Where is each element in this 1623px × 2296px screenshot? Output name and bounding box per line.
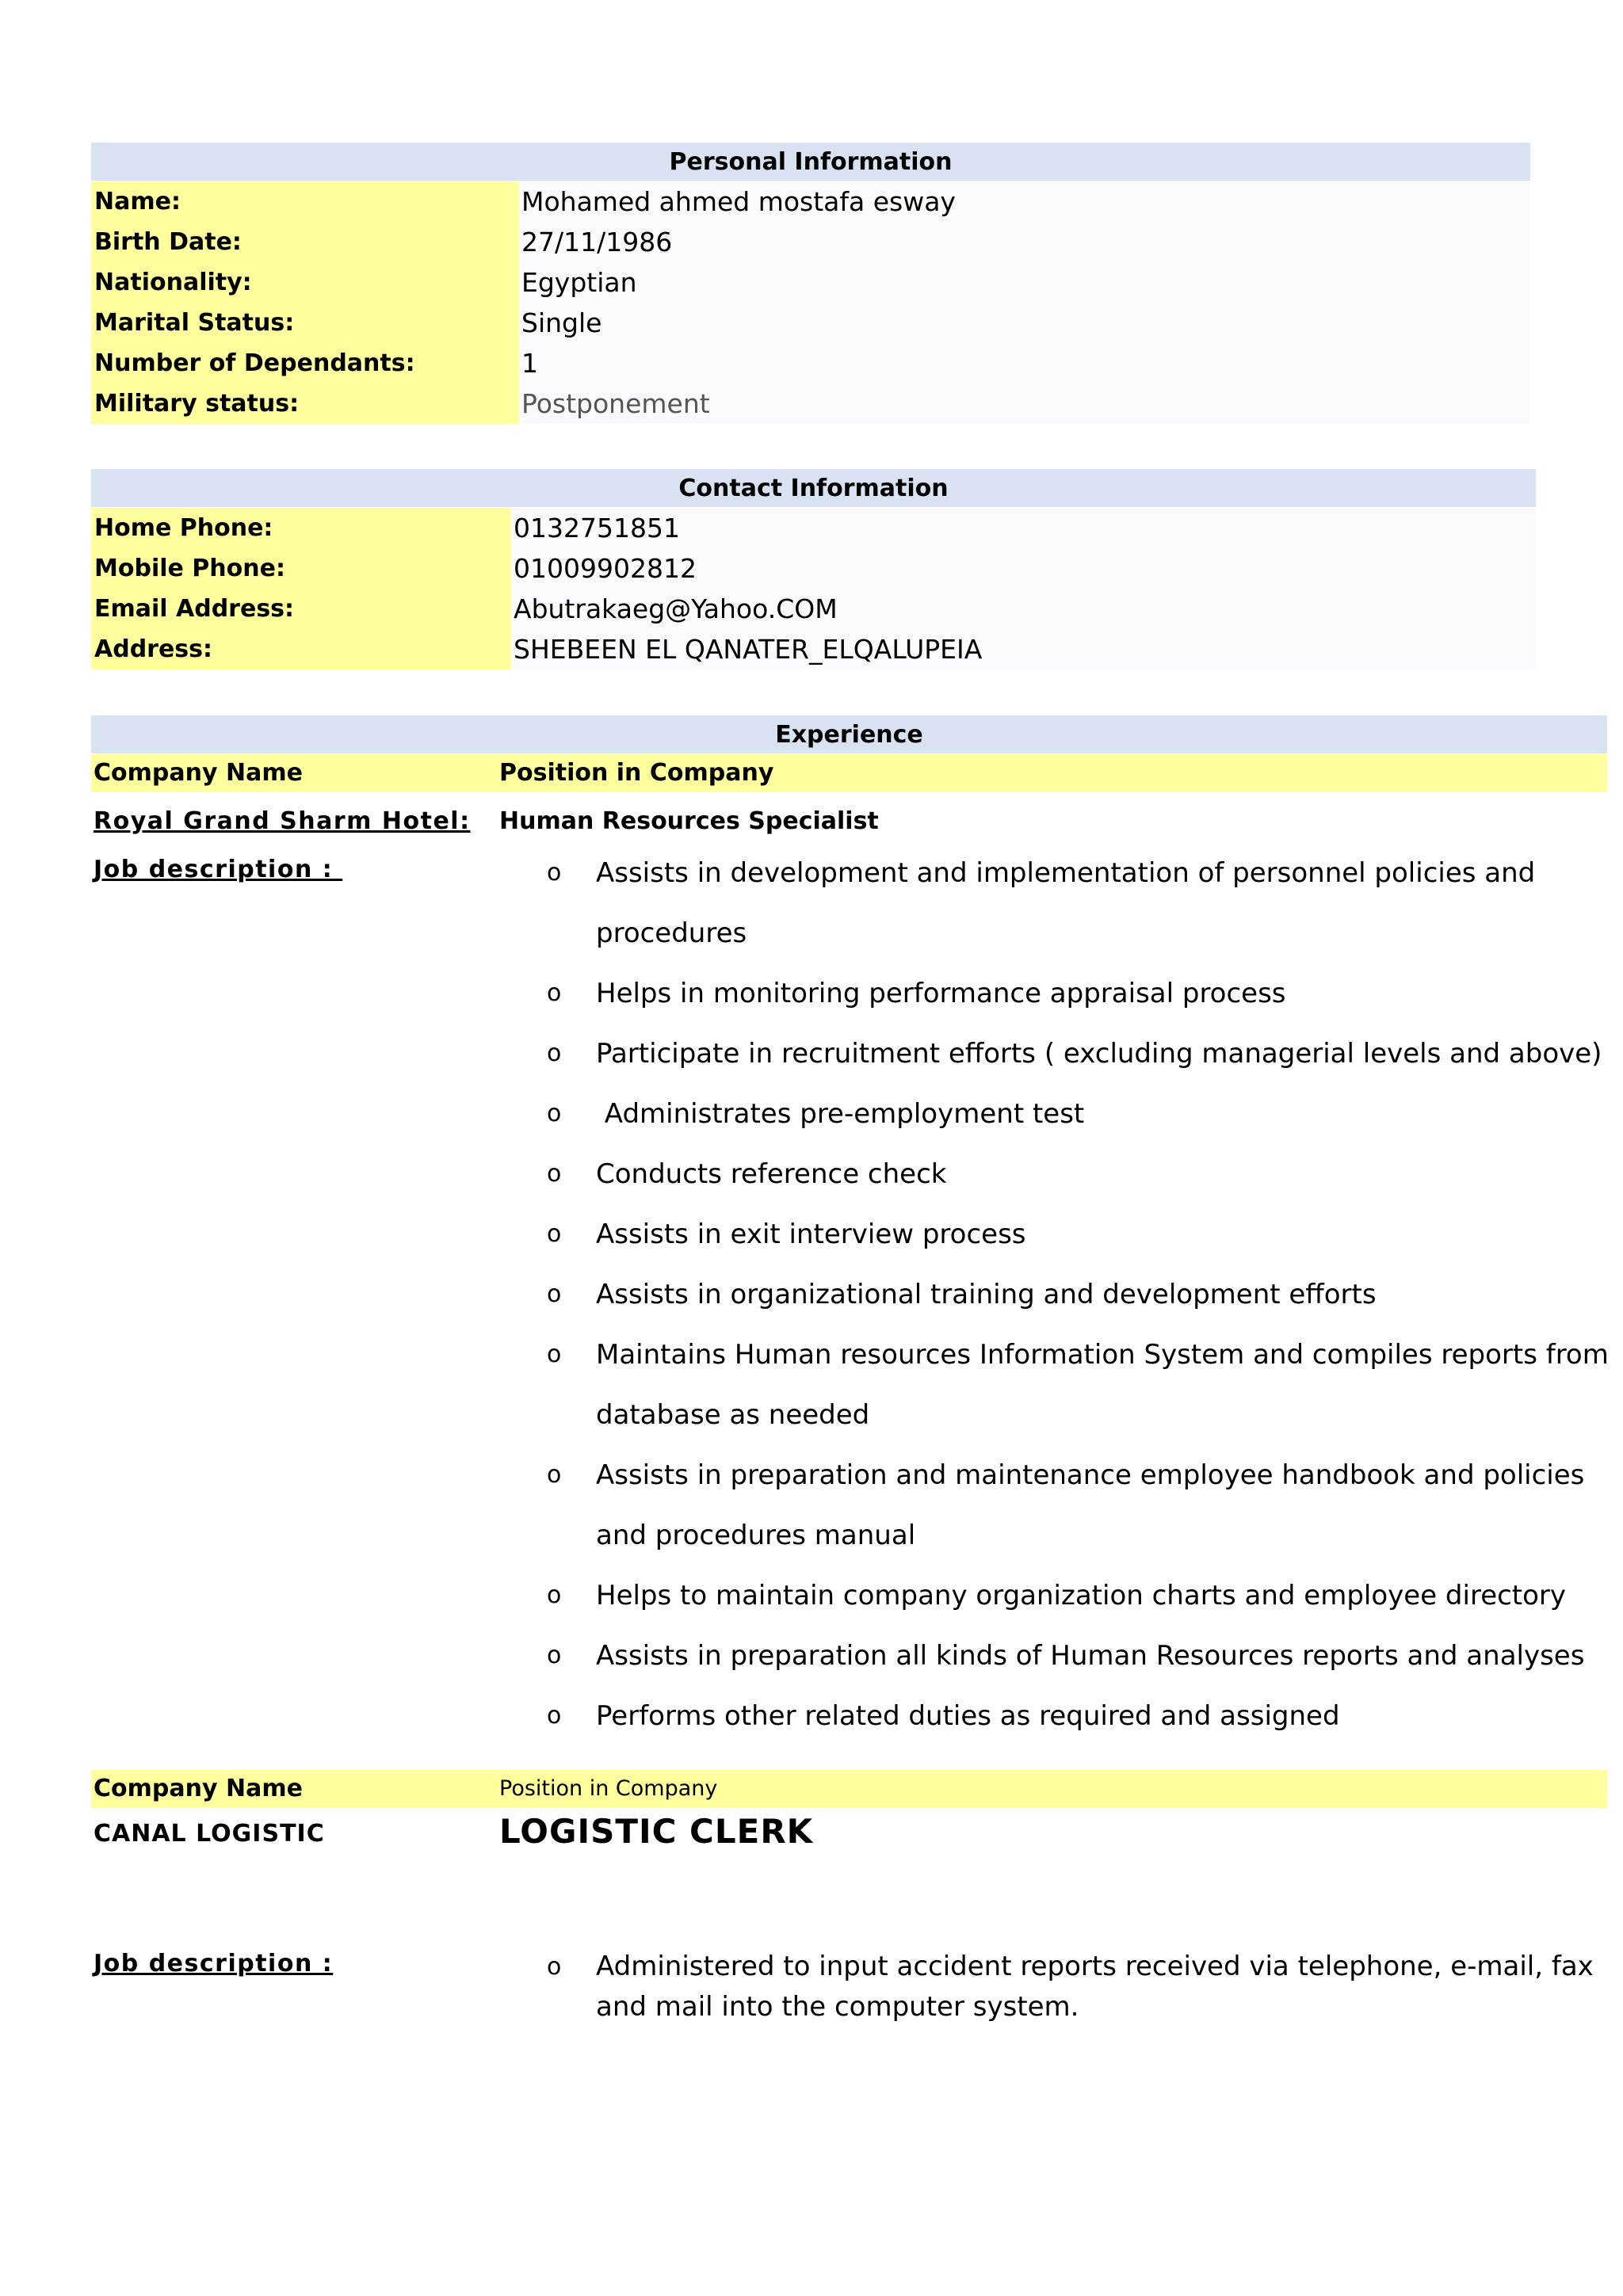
birth-date-value: 27/11/1986	[521, 222, 1530, 262]
nationality-value: Egyptian	[521, 262, 1530, 303]
address-label: Address:	[91, 629, 511, 669]
list-item: o Conducts reference check	[547, 1158, 947, 1190]
list-item: o Helps in monitoring performance appraisal process	[547, 978, 1286, 1009]
job1-header-bar	[91, 754, 1607, 792]
list-item: o Maintains Human resources Information System and compiles reports from database as needed	[547, 1339, 1609, 1431]
job1-position-header: Position in Company	[499, 759, 774, 787]
home-phone-value: 0132751851	[514, 508, 1536, 548]
dependants-value: 1	[521, 343, 1530, 383]
mobile-phone-label: Mobile Phone:	[91, 548, 511, 589]
address-value: SHEBEEN EL QANATER_ELQALUPEIA	[514, 629, 1536, 669]
email-value: Abutrakaeg@Yahoo.COM	[514, 589, 1536, 629]
email-label: Email Address:	[91, 589, 511, 629]
list-item: o Helps to maintain company organization charts and employee directory	[547, 1580, 1567, 1611]
name-label: Name:	[91, 181, 519, 222]
personal-info-header: Personal Information	[91, 143, 1530, 181]
job2-company-name: CANAL LOGISTIC	[94, 1820, 325, 1848]
list-item: o Performs other related duties as required and assigned	[547, 1700, 1340, 1732]
military-status-label: Military status:	[91, 383, 519, 424]
job1-company-header: Company Name	[94, 759, 303, 787]
birth-date-label: Birth Date:	[91, 222, 519, 262]
mobile-phone-value: 01009902812	[514, 548, 1536, 589]
name-value: Mohamed ahmed mostafa esway	[521, 181, 1530, 222]
marital-status-label: Marital Status:	[91, 303, 519, 343]
list-item: o Participate in recruitment efforts ( excluding managerial levels and above)	[547, 1038, 1602, 1070]
list-item: o Administrates pre-employment test	[547, 1098, 1085, 1130]
military-status-value: Postponement	[521, 383, 1530, 424]
nationality-label: Nationality:	[91, 262, 519, 303]
job1-duties-list	[547, 843, 1609, 1746]
job1-company-name: Royal Grand Sharm Hotel:	[94, 807, 471, 835]
experience-header: Experience	[91, 715, 1607, 753]
job2-position: LOGISTIC CLERK	[499, 1812, 814, 1851]
job2-header-bar	[91, 1770, 1607, 1808]
list-item: o Assists in organizational training and development efforts	[547, 1279, 1377, 1310]
marital-status-value: Single	[521, 303, 1530, 343]
list-item: o Assists in development and implementation of personnel policies and procedures	[547, 857, 1536, 949]
list-item: o Administered to input accident reports received via telephone, e-mail, fax and mail into the computer system.	[547, 1951, 1594, 2023]
job2-company-header: Company Name	[94, 1775, 303, 1802]
list-item: o Assists in preparation all kinds of Human Resources reports and analyses	[547, 1640, 1585, 1672]
list-item: o Assists in exit interview process	[547, 1219, 1026, 1250]
list-item: o Assists in preparation and maintenance employee handbook and policies and procedures manual	[547, 1459, 1585, 1551]
job2-duties-list	[547, 1947, 1609, 2027]
job1-position: Human Resources Specialist	[499, 807, 879, 835]
job2-description-label: Job description :	[94, 1950, 334, 1978]
contact-info-header: Contact Information	[91, 469, 1536, 507]
home-phone-label: Home Phone:	[91, 508, 511, 548]
job1-description-label: Job description :	[94, 856, 343, 883]
dependants-label: Number of Dependants:	[91, 343, 519, 383]
job2-position-header: Position in Company	[499, 1776, 718, 1801]
